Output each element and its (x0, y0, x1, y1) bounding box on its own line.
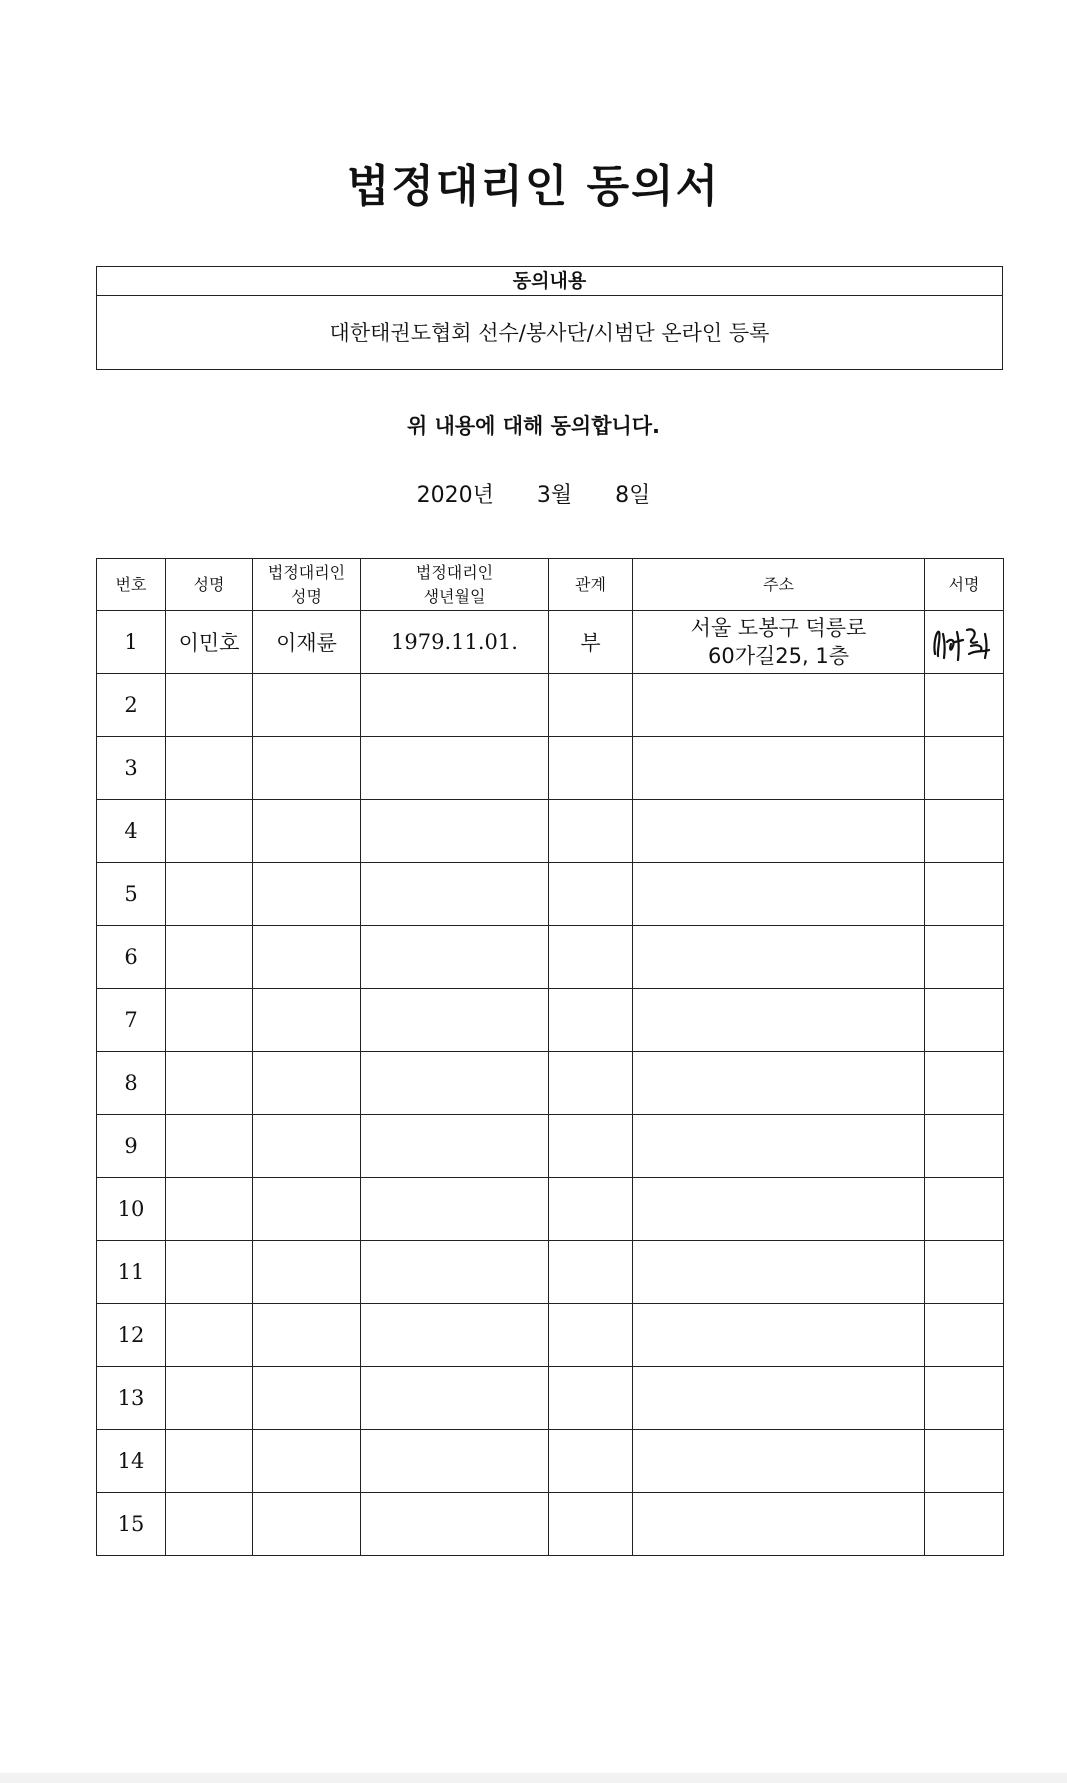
table-row (97, 1052, 1004, 1115)
consent-text: 대한태권도협회 선수/봉사단/시범단 온라인 등록 (329, 321, 770, 345)
table-row (97, 1304, 1004, 1367)
cell-relation (549, 1052, 633, 1115)
cell-name: 이민호 (166, 611, 253, 674)
cell-signature (925, 863, 1004, 926)
cell-guardian-dob (361, 863, 549, 926)
signature-icon (929, 620, 999, 664)
cell-guardian-name (253, 674, 361, 737)
table-row (97, 1178, 1004, 1241)
header-guardian-name-line1: 법정대리인 (267, 562, 346, 582)
cell-number: 4 (97, 800, 166, 863)
header-guardian-name (253, 559, 361, 611)
cell-name (166, 926, 253, 989)
cell-signature (925, 1115, 1004, 1178)
cell-guardian-dob (361, 1178, 549, 1241)
cell-relation (549, 1430, 633, 1493)
table-row (97, 989, 1004, 1052)
cell-number: 12 (97, 1304, 166, 1367)
table-row (97, 611, 1004, 674)
cell-guardian-name: 이재륜 (253, 611, 361, 674)
cell-signature (925, 989, 1004, 1052)
header-guardian-dob-line2: 생년월일 (423, 586, 486, 606)
cell-guardian-name (253, 1493, 361, 1556)
cell-relation: 부 (549, 611, 633, 674)
cell-relation (549, 674, 633, 737)
cell-name (166, 1304, 253, 1367)
date-day: 8일 (615, 483, 651, 508)
cell-guardian-name (253, 1241, 361, 1304)
table-row (97, 1367, 1004, 1430)
cell-guardian-name (253, 1304, 361, 1367)
cell-address (633, 1430, 925, 1493)
cell-guardian-dob (361, 800, 549, 863)
cell-address (633, 1115, 925, 1178)
cell-name (166, 989, 253, 1052)
cell-signature (925, 1304, 1004, 1367)
cell-guardian-name (253, 1430, 361, 1493)
cell-address (633, 989, 925, 1052)
cell-name (166, 863, 253, 926)
cell-signature (925, 674, 1004, 737)
cell-signature (925, 926, 1004, 989)
address-line1: 서울 도봉구 덕릉로 (690, 616, 867, 640)
cell-address (633, 1052, 925, 1115)
cell-address (633, 1367, 925, 1430)
cell-number: 6 (97, 926, 166, 989)
cell-relation (549, 1178, 633, 1241)
date-year: 2020년 (416, 483, 494, 508)
cell-signature (925, 1241, 1004, 1304)
cell-address (633, 863, 925, 926)
date-month: 3월 (536, 483, 573, 508)
cell-signature (925, 1052, 1004, 1115)
cell-guardian-name (253, 1178, 361, 1241)
cell-guardian-dob (361, 989, 549, 1052)
cell-guardian-dob (361, 1367, 549, 1430)
address-line2: 60가길25, 1층 (707, 644, 849, 668)
cell-address (633, 926, 925, 989)
cell-signature (925, 1367, 1004, 1430)
table-row (97, 1493, 1004, 1556)
cell-guardian-name (253, 926, 361, 989)
cell-guardian-name (253, 1367, 361, 1430)
table-header-row (97, 559, 1004, 611)
cell-signature (925, 800, 1004, 863)
cell-guardian-dob (361, 1430, 549, 1493)
header-number: 번호 (97, 559, 166, 611)
header-guardian-dob-line1: 법정대리인 (415, 562, 494, 582)
cell-address (633, 800, 925, 863)
cell-number: 3 (97, 737, 166, 800)
cell-number: 13 (97, 1367, 166, 1430)
cell-relation (549, 926, 633, 989)
table-row (97, 674, 1004, 737)
table-row (97, 863, 1004, 926)
cell-guardian-dob (361, 926, 549, 989)
cell-guardian-name (253, 863, 361, 926)
cell-name (166, 674, 253, 737)
header-relation: 관계 (549, 559, 633, 611)
cell-guardian-name (253, 1115, 361, 1178)
guardian-table (96, 558, 1004, 1556)
cell-guardian-name (253, 800, 361, 863)
cell-signature (925, 737, 1004, 800)
cell-relation (549, 1304, 633, 1367)
cell-number: 10 (97, 1178, 166, 1241)
header-name: 성명 (166, 559, 253, 611)
cell-name (166, 737, 253, 800)
header-guardian-name-line2: 성명 (291, 586, 322, 606)
cell-relation (549, 1367, 633, 1430)
cell-guardian-dob (361, 1052, 549, 1115)
table-row (97, 1241, 1004, 1304)
header-address: 주소 (633, 559, 925, 611)
cell-number: 7 (97, 989, 166, 1052)
cell-address (633, 1304, 925, 1367)
cell-name (166, 1115, 253, 1178)
cell-address (633, 674, 925, 737)
cell-guardian-dob (361, 1304, 549, 1367)
cell-number: 2 (97, 674, 166, 737)
cell-relation (549, 800, 633, 863)
cell-name (166, 1052, 253, 1115)
cell-signature (925, 1178, 1004, 1241)
consent-heading: 동의내용 (97, 267, 1002, 296)
cell-address (633, 1241, 925, 1304)
cell-name (166, 1367, 253, 1430)
cell-number: 8 (97, 1052, 166, 1115)
cell-relation (549, 737, 633, 800)
cell-number: 11 (97, 1241, 166, 1304)
cell-signature (925, 1493, 1004, 1556)
cell-guardian-dob: 1979.11.01. (361, 611, 549, 674)
cell-guardian-dob (361, 1493, 549, 1556)
cell-guardian-dob (361, 737, 549, 800)
page-footer-bar (0, 1773, 1067, 1783)
cell-name (166, 1430, 253, 1493)
header-signature: 서명 (925, 559, 1004, 611)
document-title: 법정대리인 동의서 (346, 161, 721, 212)
agreement-statement: 위 내용에 대해 동의합니다. (406, 414, 661, 438)
cell-relation (549, 1493, 633, 1556)
table-row (97, 1430, 1004, 1493)
cell-guardian-dob (361, 674, 549, 737)
cell-number: 15 (97, 1493, 166, 1556)
cell-number: 9 (97, 1115, 166, 1178)
cell-guardian-name (253, 1052, 361, 1115)
cell-relation (549, 1115, 633, 1178)
cell-relation (549, 989, 633, 1052)
cell-guardian-dob (361, 1115, 549, 1178)
document-date (0, 478, 1067, 509)
cell-address (633, 737, 925, 800)
cell-number: 5 (97, 863, 166, 926)
cell-name (166, 1493, 253, 1556)
cell-number: 14 (97, 1430, 166, 1493)
table-row (97, 800, 1004, 863)
cell-signature (925, 1430, 1004, 1493)
cell-address (633, 1493, 925, 1556)
cell-name (166, 1241, 253, 1304)
cell-relation (549, 1241, 633, 1304)
table-row (97, 926, 1004, 989)
cell-name (166, 1178, 253, 1241)
consent-content-box (96, 266, 1003, 370)
cell-address (633, 611, 925, 674)
table-row (97, 1115, 1004, 1178)
cell-address (633, 1178, 925, 1241)
cell-name (166, 800, 253, 863)
header-guardian-dob (361, 559, 549, 611)
cell-guardian-dob (361, 1241, 549, 1304)
table-row (97, 737, 1004, 800)
cell-guardian-name (253, 737, 361, 800)
cell-guardian-name (253, 989, 361, 1052)
cell-relation (549, 863, 633, 926)
cell-signature (925, 611, 1004, 674)
cell-number: 1 (97, 611, 166, 674)
